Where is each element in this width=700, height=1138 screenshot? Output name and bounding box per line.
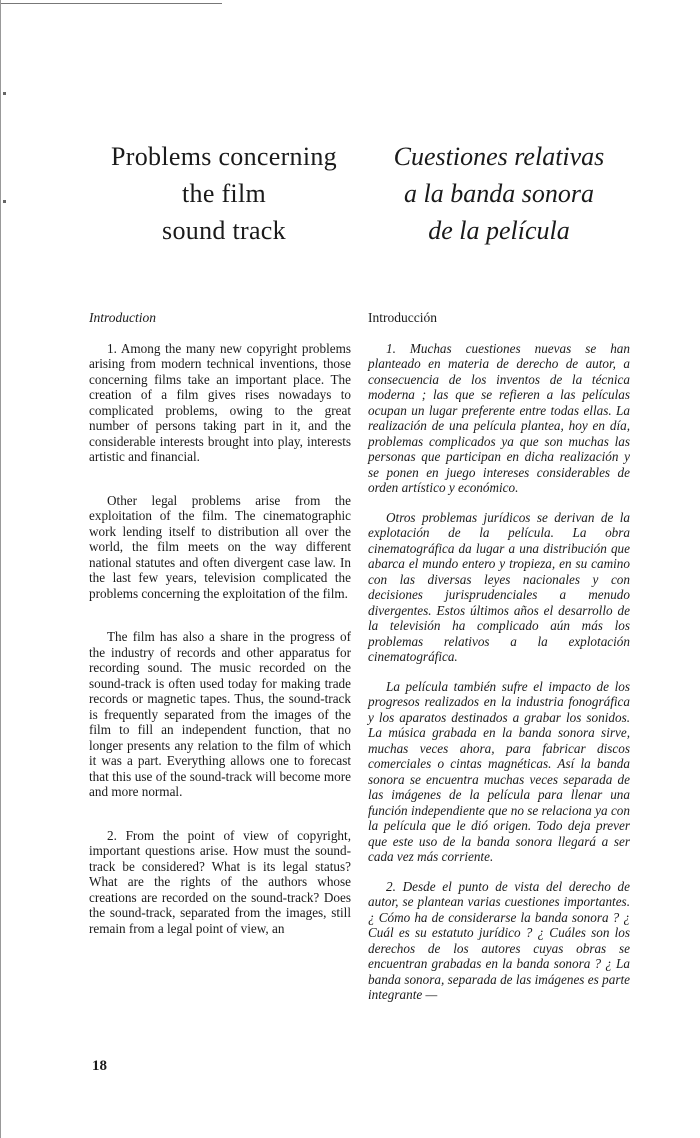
paragraph-spanish: 2. Desde el punto de vista del derecho de autor, se plantean varias cuestiones importantes. ¿ Cómo ha de considerarse la banda sonora ? ¿ Cuál es su estatuto jurídico ? ¿ Cuáles son los derechos de los autores cuyas obras se encuentran grabadas en la banda sonora ? ¿ La banda sonora, separada de las imágenes es parte integrante — xyxy=(368,878,630,1002)
margin-mark xyxy=(3,92,6,95)
paragraph-spanish: Otros problemas jurídicos se derivan de la explotación de la película. La obra cinematográfica da lugar a una distribución que abarca el mundo entero y tropieza, en su camino con las diversas leyes nacionales y con decisiones jurisprudenciales a menudo divergentes. Estos últimos años el desarrollo de la televisión ha complicado aún más los problemas relativos a la explotación cinematográfica. xyxy=(368,509,630,664)
paragraph-spanish: 1. Muchas cuestiones nuevas se han planteado en materia de derecho de autor, a consecuencia de los inventos de la técnica moderna ; las que se refieren a las películas ocupan un lugar preferente entre todas ellas. La realización de una película plantea, hoy en día, problemas complicados ya que son muchas las personas que participan en dicha realización y se ponen en juego intereses considerables de orden artístico y económico. xyxy=(368,340,630,495)
title-spanish-line: Cuestiones relativas xyxy=(393,142,605,171)
title-spanish xyxy=(368,138,630,249)
paragraph-english: 2. From the point of view of copyright, important questions arise. How must the sound-track be considered? What is its legal status? What are the rights of the authors whose creations are recorded on the sound-track? Does the sound-track, separated from the images, still remain from a legal point of view, an xyxy=(89,827,351,936)
section-heading-english: Introduction xyxy=(89,310,156,325)
spanish-column xyxy=(368,310,630,1017)
title-english-line: the film xyxy=(182,179,266,208)
title-english-line: sound track xyxy=(162,216,286,245)
top-rule xyxy=(0,3,222,4)
paragraph-spanish: La película también sufre el impacto de los progresos realizados en la industria fonográfica y los aparatos destinados a grabar los sonidos. La música grabada en la banda sonora sirve, muchas veces ahora, para fabricar discos comerciales o cintas magnéticas. Así la banda sonora se encuentra muchas veces separada de las imágenes de la película para llenar una función independiente que no se relaciona ya con la película que le dió origen. Todo deja prever que este uso de la banda sonora llegará a ser cada vez más corriente. xyxy=(368,678,630,864)
paragraph-english: 1. Among the many new copyright problems arising from modern technical inventions, those concerning films take an important place. The creation of a film gives rises nowadays to complicated problems, owing to the great number of persons taking part in it, and the considerable interests brought into play, interests artistic and financial. xyxy=(89,340,351,464)
page-number: 18 xyxy=(92,1058,107,1074)
title-english xyxy=(90,138,358,249)
paragraph-english: The film has also a share in the progress of the industry of records and other apparatus for recording sound. The music recorded on the sound-track is often used today for making trade records or magnetic tapes. Thus, the sound-track is frequently separated from the images of the film to fill an independent function, that no longer presents any relation to the film of which it was a part. Everything allows one to forecast that this use of the sound-track will become more and more normal. xyxy=(89,629,351,799)
english-column xyxy=(89,310,351,964)
margin-mark xyxy=(3,200,6,203)
title-spanish-line: de la película xyxy=(428,216,570,245)
page-edge xyxy=(0,0,1,1138)
paragraph-english: Other legal problems arise from the exploitation of the film. The cinematographic work lending itself to distribution all over the world, the film meets on the way different national statutes and often divergent case law. In the last few years, television complicated the problems concerning the exploitation of the film. xyxy=(89,492,351,601)
title-spanish-line: a la banda sonora xyxy=(404,179,594,208)
title-english-line: Problems concerning xyxy=(111,142,337,171)
section-heading-spanish: Introducción xyxy=(368,310,437,325)
